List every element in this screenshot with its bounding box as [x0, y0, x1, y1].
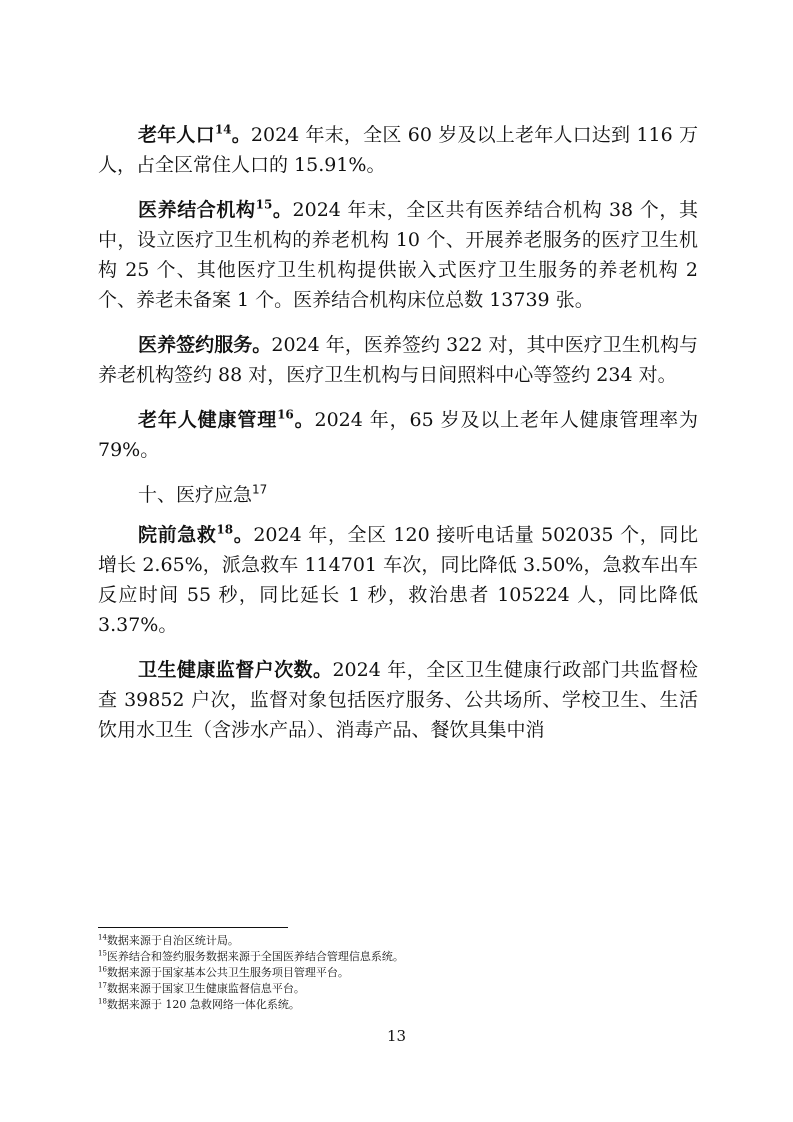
paragraph-elderly-population [98, 120, 698, 180]
footnote-ref[interactable]: 18 [216, 522, 234, 537]
paragraph-prehospital-emergency [98, 520, 698, 640]
footnote-ref[interactable]: 15 [255, 197, 273, 212]
paragraph-text: 2024 年，全区卫生健康行政部门共监督检查 39852 户次，监督对象包括医疗服务、公共场所、学校卫生、生活饮用水卫生（含涉水产品）、消毒产品、餐饮具集中消 [98, 659, 698, 741]
paragraph-text: 2024 年，65 岁及以上老年人健康管理率为 79%。 [98, 409, 698, 461]
footnote-ref[interactable]: 14 [214, 122, 232, 137]
footnote-ref[interactable]: 17 [252, 482, 268, 497]
paragraph-lead: 老年人健康管理$^{16}$。 [138, 407, 315, 431]
paragraph-lead: 老年人口$^{14}$。 [138, 122, 251, 146]
footnote-ref[interactable]: 16 [277, 407, 294, 422]
paragraph-lead: 医养签约服务。 [138, 334, 272, 356]
footnote-item: $^{17}$数据来源于国家卫生健康监督信息平台。 [98, 981, 305, 995]
paragraph-elderly-health-management [98, 405, 698, 465]
paragraph-medical-care-institutions [98, 195, 698, 315]
section-heading: 十、医疗应急$^{17}$ [138, 482, 268, 506]
footnotes [98, 933, 698, 1013]
paragraph-lead: 卫生健康监督户次数。 [138, 659, 333, 681]
page-number: 13 [386, 1027, 407, 1045]
paragraph-text: 2024 年末，全区 60 岁及以上老年人口达到 116 万人，占全区常住人口的 15.91%。 [98, 124, 698, 176]
paragraph-supervision-count [98, 655, 698, 745]
paragraph-text: 2024 年末，全区共有医养结合机构 38 个，其中，设立医疗卫生机构的养老机构 10 个、开展养老服务的医疗卫生机构 25 个、其他医疗卫生机构提供嵌入式医疗卫生服务的养老机构 2 个、养老未备案 1 个。医养结合机构床位总数 13739 张。 [98, 199, 698, 311]
document-body [98, 120, 698, 745]
footnote-divider [98, 927, 288, 928]
footnote-item: $^{18}$数据来源于 120 急救网络一体化系统。 [98, 997, 300, 1011]
paragraph-text: 2024 年，全区 120 接听电话量 502035 个，同比增长 2.65%，派急救车 114701 车次，同比降低 3.50%，急救车出车反应时间 55 秒，同比延长 1 秒，救治患者 105224 人，同比降低 3.37%。 [98, 524, 698, 636]
paragraph-signing-services [98, 330, 698, 390]
footnote-item: $^{14}$数据来源于自治区统计局。 [98, 933, 239, 947]
footnote-item: $^{15}$医养结合和签约服务数据来源于全国医养结合管理信息系统。 [98, 949, 404, 963]
footnote-item: $^{16}$数据来源于国家基本公共卫生服务项目管理平台。 [98, 965, 349, 979]
paragraph-text: 2024 年，医养签约 322 对，其中医疗卫生机构与养老机构签约 88 对，医疗卫生机构与日间照料中心等签约 234 对。 [98, 334, 698, 386]
paragraph-lead: 医养结合机构$^{15}$。 [138, 197, 293, 221]
paragraph-lead: 院前急救$^{18}$。 [138, 522, 254, 546]
